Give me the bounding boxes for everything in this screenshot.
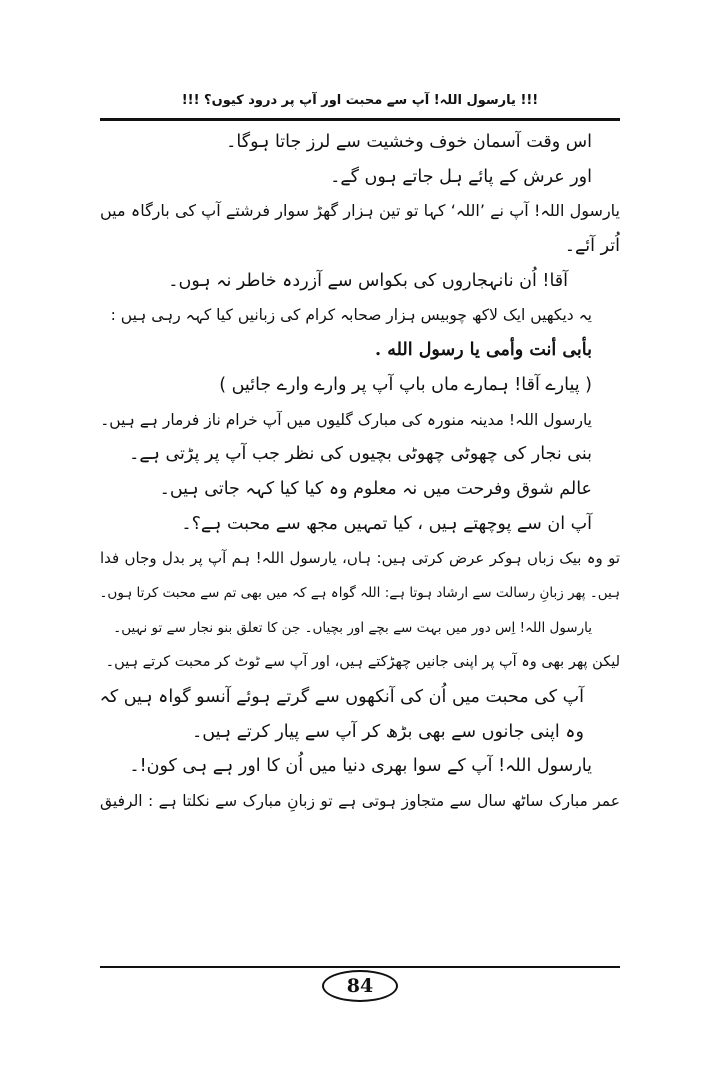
text-line: آپ ان سے پوچھتے ہیں ، کیا تمہیں مجھ سے محبت ہے؟۔: [181, 513, 592, 534]
text-line: عالم شوق وفرحت میں نہ معلوم وہ کیا کیا کہہ جاتی ہیں۔: [159, 478, 592, 499]
arabic-quote-line: بأبی أنت وأمی یا رسول الله .: [375, 340, 592, 361]
text-line: یارسول اللہ! مدینہ منورہ کی مبارک گلیوں میں آپ خرام ناز فرمار ہے ہیں۔: [100, 410, 592, 429]
text-line: تو وہ بیک زباں ہوکر عرض کرتی ہیں: ہاں، یارسول اللہ! ہم آپ پر بدل وجاں فدا: [100, 549, 620, 568]
text-line: آقا! اُن نانہجاروں کی بکواس سے آزردہ خاطر نہ ہوں۔: [168, 270, 568, 291]
running-header: !!! یارسول اللہ! آپ سے محبت اور آپ پر درود کیوں؟ !!!: [181, 93, 539, 108]
text-line: اُتر آئے۔: [564, 236, 620, 257]
text-line: وہ اپنی جانوں سے بھی بڑھ کر آپ سے پیار کرتے ہیں۔: [192, 721, 584, 742]
text-line: اور عرش کے پائے ہل جاتے ہوں گے۔: [330, 166, 592, 187]
text-line: ہیں۔ پھر زبانِ رسالت سے ارشاد ہوتا ہے: اللہ گواہ ہے کہ میں بھی تم سے محبت کرتا ہوں۔: [100, 584, 620, 601]
header-rule: [100, 118, 620, 121]
page-number: 84: [322, 970, 398, 1002]
text-line: یہ دیکھیں ایک لاکھ چوبیس ہزار صحابہ کرام کی زبانیں کیا کہہ رہی ہیں :: [110, 306, 592, 325]
text-line: لیکن پھر بھی وہ آپ پر اپنی جانیں چھڑکتے ہیں، اور آپ سے ٹوٹ کر محبت کرتے ہیں۔: [105, 654, 620, 671]
text-line: یارسول اللہ! آپ کے سوا بھری دنیا میں اُن کا اور ہے ہی کون!۔: [129, 756, 592, 777]
page-body: [100, 125, 620, 819]
text-line: عمر مبارک ساٹھ سال سے متجاوز ہوتی ہے تو زبانِ مبارک سے نکلتا ہے : الرفیق: [100, 792, 620, 811]
footer-rule: [100, 966, 620, 968]
translation-line: ( پیارے آقا! ہمارے ماں باپ آپ پر وارے وارے جائیں ): [219, 374, 592, 395]
text-line: بنی نجار کی چھوٹی چھوٹی بچیوں کی نظر جب آپ پر پڑتی ہے۔: [129, 444, 592, 465]
text-line: آپ کی محبت میں اُن کی آنکھوں سے گرتے ہوئے آنسو گواہ ہیں کہ: [100, 687, 584, 707]
text-line: اس وقت آسمان خوف وخشیت سے لرز جاتا ہوگا۔: [226, 132, 592, 152]
text-line: یارسول اللہ! آپ نے ’اللہ‘ کہا تو تین ہزار گھڑ سوار فرشتے آپ کی بارگاہ میں: [100, 201, 620, 221]
text-line: یارسول اللہ! اِس دور میں بہت سے بچے اور بچیاں۔ جن کا تعلق بنو نجار سے تو نہیں۔: [113, 619, 592, 636]
